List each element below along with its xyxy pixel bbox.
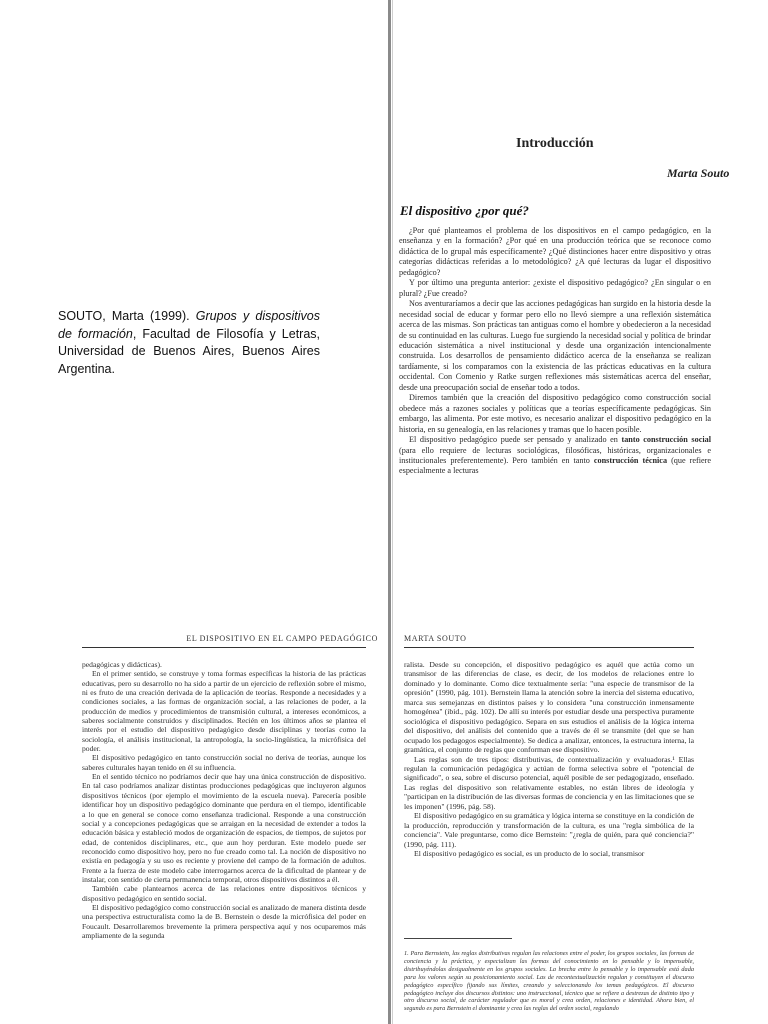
page-right-paragraph: El dispositivo pedagógico es social, es un producto de lo social, transmisor [414, 849, 645, 859]
text-run: El dispositivo pedagógico puede ser pensado y analizado en [409, 435, 622, 445]
section-heading: El dispositivo ¿por qué? [400, 203, 529, 218]
chapter-author: Marta Souto [667, 166, 730, 180]
bold-term: construcción técnica [593, 455, 668, 465]
text-run: (que refiere especialmente a lecturas [399, 455, 712, 476]
page-right-paragraph: El dispositivo pedagógico en su gramática y lógica interna se constituye en la condición de la producción, reproducción y transformación de la cultura, es una "regla simbólica de la conciencia". Vale preguntarse, como dice Bernstein: "¿regla de quién, para qué conciencia?" (1990, pág. 111). [404, 811, 694, 849]
page-right-body [404, 660, 694, 859]
page-left-paragraph: También cabe plantearnos acerca de las relaciones entre dispositivos técnicos y dispositivo pedagógico en sentido social. [82, 884, 366, 903]
footnote: 1. Para Bernstein, las reglas distributivas regulan las relaciones entre el poder, los grupos sociales, las formas de conciencia y la práctica, y especializan las formas del conocimiento en lo pensable y lo impensable, distribuyéndolas desigualmente en los grupos sociales. La brecha entre lo pensable y lo impensable está dada para los valores según su posicionamiento social. Las de recontextualización regulan y constituyen el discurso pedagógico específico fijando sus límites, creando y seleccionando los temas pedagógicos. El discurso pedagógico incluye dos discursos distintos: uno instruccional, técnico que se refiere a destrezas de distinto tipo y otro discurso social, de carácter regulador que es moral y crea orden, relaciones e identidad. Ahora bien, el segundo es para Bernstein el dominante y crea las reglas del orden social, regulando [404, 950, 694, 1013]
page-right-paragraph: Las reglas son de tres tipos: distributivas, de contextualización y evaluadoras.¹ Ellas regulan la comunicación pedagógica y actúan de forma selectiva sobre el "potencial de significado", o sea, sobre el discurso potencial, aquél posible de ser pedagogizado, enseñado. Las reglas del dispositivo son relativamente estables, no están libres de ideología y "participan en la distribución de las diversas formas de conciencia y en las limitaciones que se les imponen" (1996, pág. 58). [404, 754, 694, 811]
bold-term: tanto construcción social [621, 435, 711, 445]
page-left-paragraph: En el primer sentido, se construye y toma formas específicas la historia de las prácticas educativas, pero su desarrollo no ha sido a partir de un ejercicio de reflexión sobre el mismo, ni es fruto de una creación derivada de la aplicación de teorías. Responde a necesidades y a condiciones sociales, a las formas de organización social, a las relaciones de poder, a la producción de medios y procedimientos de transmisión cultural, a intereses económicos, a saberes socialmente construidos y disciplinados. Recién en los últimos años se plantea el interés por el estudio del dispositivo pedagógico desde disciplinas y teorías como la sociología, el análisis institucional, la antropología, la socio-lingüística, la micrófisica del poder. [82, 669, 366, 754]
page-left-paragraph: El dispositivo pedagógico en tanto construcción social no deriva de teorías, aunque los saberes culturales hayan tenido en él su influencia. [82, 753, 366, 772]
bibliographic-citation [58, 308, 320, 378]
page-left-lead: pedagógicas y didácticas). [82, 660, 162, 669]
running-header-left: EL DISPOSITIVO EN EL CAMPO PEDAGÓGICO [186, 634, 378, 643]
chapter-paragraph: Diremos también que la creación del dispositivo pedagógico como construcción social obedece más a razones sociales y políticas que a teorías específicamente pedagógicas. Sin embargo, las alimenta. Por este motivo, es necesario analizar el dispositivo pedagógico en la historia, en su genealogía, en las relaciones y tramas que lo hacen posible. [399, 393, 711, 434]
chapter-paragraph: ¿Por qué planteamos el problema de los dispositivos en el campo pedagógico, en la enseñanza y en la formación? ¿Por qué en una producción teórica que se reconoce como didáctica de lo grupal más específicamente? ¿Qué distinciones hacer entre dispositivo y otras categorías didácticas referidas a lo metodológico? ¿A qué lecturas da lugar el dispositivo pedagógico? [399, 226, 711, 277]
running-header-right: MARTA SOUTO [404, 634, 467, 643]
chapter-paragraph-last [399, 435, 711, 477]
citation-author: SOUTO, Marta (1999). [58, 309, 196, 323]
citation-title: Grupos y dispositivos de formación [58, 309, 320, 341]
header-rule [404, 647, 694, 648]
chapter-paragraph: Nos aventuraríamos a decir que las acciones pedagógicas han surgido en la historia desde la necesidad social de educar y formar pero ello no llevó siempre a una reflexión sistemática acerca de las mismas. Son prácticas tan antiguas como el hombre y obedecieron a la necesidad de su continuidad en las culturas. Luego fue surgiendo la necesidad social y política de brindar educación sistemática a nivel institucional y desde una organización intencionalmente construida. Los desarrollos de pensamiento didáctico acerca de la enseñanza se realizan tardíamente, si los comparamos con la existencia de las prácticas educativas en la cultura occidental. Con Comenio y Ratke surgen reflexiones más sistemáticas acerca del enseñar, desde una preocupación social de enseñar todo a todos. [399, 299, 711, 392]
chapter-paragraph: Y por último una pregunta anterior: ¿existe el dispositivo pedagógico? ¿En singular o en plural? ¿Fue creado? [399, 278, 711, 298]
page-left-paragraph: En el sentido técnico no podríamos decir que hay una única construcción de dispositivo. En tal caso podríamos analizar distintas producciones pedagógicas que incluyeron algunos dispositivos técnicos (por ejemplo el movimiento de la escuela nueva). Parecería posible identificar hoy un dispositivo pedagógico dominante que perdura en el tiempo, identificable a lo que en general se conoce como enseñanza tradicional. Responde a una construcción social y a concepciones pedagógicas que se arraigan en la necesidad de extender a todos la educación básica y estableció modos de organización de espacios, de tiempos, de sujetos por edad, de contenidos disciplinares, etc., que aun hoy perduran. Este modelo puede ser reconocido como dispositivo hoy, pero no fue creado como tal. La noción de dispositivo no existía en pedagogía y su uso es reciente y proviene del campo de la formación de adultos. Frente a la fuerza de este modelo cabe interrogarnos acerca de la dificultad de plantear y de instalar, con sentido de cierta permanencia temporal, otros dispositivos distintos a él. [82, 772, 366, 884]
page-gutter [388, 0, 391, 1024]
footnote-rule [404, 938, 512, 939]
page-right-paragraph: ralista. Desde su concepción, el dispositivo pedagógico es aquél que actúa como un transmisor de las diferencias de clase, es decir, de los modelos de relaciones entre lo dominado y lo dominante. Como dice textualmente sería: "una especie de transmisor de la opresión" (1990, pág. 101). Bernstein llama la atención sobre la inercia del sistema educativo, marca sus semejanzas en distintos países y lo considera "una construcción inmensamente homogénea" (ibid., pág. 102). De allí su interés por estudiar desde una perspectiva puramente sociológica el dispositivo pedagógico. Separa en sus estudios el análisis de la lógica interna del dispositivo, del análisis del contenido que a través de él se transmite (del que se han ocupado los pedagogos especialmente). Se dedica a analizar, entonces, la estructura interna, la gramática, el conjunto de reglas que conforman ese dispositivo. [404, 660, 694, 755]
header-rule [82, 647, 366, 648]
page-left-paragraph: El dispositivo pedagógico como construcción social es analizado de manera distinta desde una perspectiva estructuralista como la de B. Bernstein o desde la micrófisica del poder en Foucault. Desarrollaremos brevemente la primera perspectiva aquí y nos ocuparemos más ampliamente de la segunda [82, 902, 366, 940]
text-run: (para ello requiere de lecturas sociológicas, filosóficas, históricas, organizacionales e institucionales preferentemente). Pero también en tanto [399, 445, 711, 465]
page-gutter-shadow [392, 0, 393, 1024]
citation-publisher: , Facultad de Filosofía y Letras, Universidad de Buenos Aires, Buenos Aires Argentina. [58, 326, 321, 376]
chapter-body [399, 226, 711, 477]
page-left-body [82, 660, 366, 940]
chapter-title: Introducción [516, 136, 594, 151]
